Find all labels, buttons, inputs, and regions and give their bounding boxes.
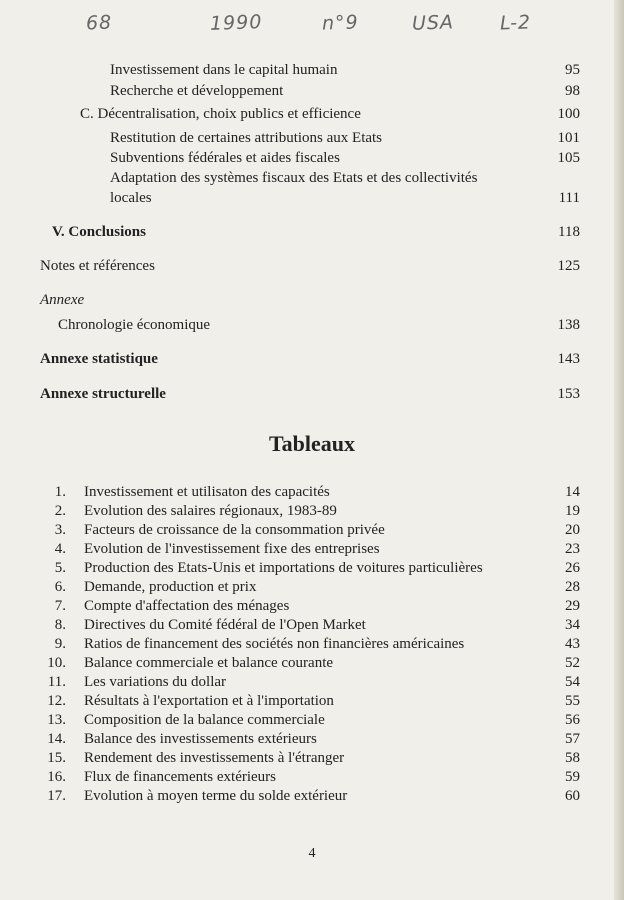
- table-page: 29: [565, 598, 580, 614]
- toc-entry-label: Restitution de certaines attributions aux Etats: [110, 130, 383, 146]
- table-page: 57: [565, 731, 580, 747]
- table-row: [0, 483, 580, 502]
- toc-entry: [0, 148, 580, 168]
- toc-entry: [0, 349, 580, 369]
- table-page: 43: [565, 636, 580, 652]
- toc-entry-page: 138: [557, 317, 580, 333]
- toc-entry-label: Annexe statistique: [40, 351, 158, 367]
- toc-entry-label: C. Décentralisation, choix publics et efficience: [80, 106, 361, 122]
- toc-entry-label: Subventions fédérales et aides fiscales: [110, 150, 340, 166]
- toc-entry-label: Annexe: [40, 292, 85, 308]
- table-title: Investissement et utilisaton des capacités: [84, 484, 330, 500]
- table-row: [0, 540, 580, 559]
- toc-entry: [0, 290, 580, 310]
- table-row: [0, 502, 580, 521]
- toc-entry: [0, 81, 580, 101]
- table-title: Balance commerciale et balance courante: [84, 655, 334, 671]
- table-title: Balance des investissements extérieurs: [84, 731, 317, 747]
- toc-entry-label: V. Conclusions: [52, 224, 146, 240]
- table-page: 23: [565, 541, 580, 557]
- table-row: [0, 597, 580, 616]
- table-page: 59: [565, 769, 580, 785]
- toc-entry: [0, 168, 580, 188]
- table-number: 15.: [47, 750, 66, 766]
- table-title: Directives du Comité fédéral de l'Open Market: [84, 617, 366, 633]
- table-page: 20: [565, 522, 580, 538]
- table-title: Ratios de financement des sociétés non financières américaines: [84, 636, 465, 652]
- table-number: 1.: [54, 484, 66, 500]
- table-page: 55: [565, 693, 580, 709]
- table-page: 52: [565, 655, 580, 671]
- table-number: 12.: [47, 693, 66, 709]
- toc-entry-label: Recherche et développement: [110, 83, 284, 99]
- handwritten-note: 68: [85, 11, 113, 35]
- toc-entry-label: Chronologie économique: [58, 317, 211, 333]
- page-number: 4: [308, 846, 316, 861]
- table-page: 34: [565, 617, 580, 633]
- table-number: 11.: [47, 674, 66, 690]
- table-number: 4.: [54, 541, 66, 557]
- toc-entry-page: 111: [558, 190, 580, 206]
- toc-entry-label: locales: [110, 190, 152, 206]
- tables-heading: Tableaux: [268, 431, 355, 456]
- table-title: Facteurs de croissance de la consommation privée: [84, 522, 385, 538]
- table-title: Evolution à moyen terme du solde extérieur: [84, 788, 348, 804]
- toc-entry-label: Investissement dans le capital humain: [110, 62, 338, 78]
- handwritten-note: 1990: [209, 11, 263, 35]
- table-page: 14: [565, 484, 580, 500]
- table-number: 2.: [54, 503, 66, 519]
- table-row: [0, 654, 580, 673]
- table-row: [0, 768, 580, 787]
- table-page: 28: [565, 579, 580, 595]
- table-row: [0, 559, 580, 578]
- table-number: 9.: [54, 636, 66, 652]
- table-number: 10.: [47, 655, 66, 671]
- toc-entry-page: 125: [557, 258, 580, 274]
- table-page: 56: [565, 712, 580, 728]
- toc-entry-page: 95: [565, 62, 580, 78]
- toc-entry-label: Annexe structurelle: [40, 386, 166, 402]
- table-title: Les variations du dollar: [84, 674, 227, 690]
- table-title: Production des Etats-Unis et importations de voitures particulières: [84, 560, 483, 576]
- table-number: 14.: [47, 731, 66, 747]
- table-page: 19: [565, 503, 580, 519]
- table-row: [0, 673, 580, 692]
- toc-entry-page: 153: [557, 386, 580, 402]
- table-number: 5.: [54, 560, 66, 576]
- table-page: 58: [565, 750, 580, 766]
- table-number: 17.: [47, 788, 66, 804]
- table-page: 26: [565, 560, 580, 576]
- table-title: Flux de financements extérieurs: [84, 769, 277, 785]
- toc-entry: [0, 60, 580, 80]
- table-title: Composition de la balance commerciale: [84, 712, 325, 728]
- toc-entry: [0, 188, 580, 208]
- table-row: [0, 521, 580, 540]
- table-number: 13.: [47, 712, 66, 728]
- table-title: Résultats à l'exportation et à l'importation: [84, 693, 334, 709]
- table-page: 54: [565, 674, 580, 690]
- toc-entry-page: 105: [557, 150, 580, 166]
- table-number: 8.: [54, 617, 66, 633]
- toc-entry: [0, 315, 580, 335]
- toc-entry-page: 101: [557, 130, 580, 146]
- table-page: 60: [565, 788, 580, 804]
- toc-entry-label: Notes et références: [40, 258, 155, 274]
- toc-entry: [0, 256, 580, 276]
- table-row: [0, 711, 580, 730]
- table-title: Compte d'affectation des ménages: [84, 598, 290, 614]
- table-number: 3.: [54, 522, 66, 538]
- toc-entry-label: Adaptation des systèmes fiscaux des Etats et des collectivités: [110, 170, 478, 186]
- table-row: [0, 578, 580, 597]
- handwritten-note: L-2: [499, 11, 532, 35]
- table-row: [0, 635, 580, 654]
- table-row: [0, 787, 580, 806]
- table-row: [0, 730, 580, 749]
- toc-entry: [0, 128, 580, 148]
- handwritten-annotation: [0, 6, 624, 40]
- toc-entry: [0, 104, 580, 124]
- toc-entry-page: 118: [558, 224, 580, 240]
- toc-entry-page: 100: [557, 106, 580, 122]
- table-title: Rendement des investissements à l'étranger: [84, 750, 345, 766]
- table-number: 7.: [54, 598, 66, 614]
- table-row: [0, 749, 580, 768]
- handwritten-note: n°9: [321, 11, 360, 35]
- table-row: [0, 692, 580, 711]
- table-title: Demande, production et prix: [84, 579, 257, 595]
- table-number: 16.: [47, 769, 66, 785]
- table-title: Evolution des salaires régionaux, 1983-89: [84, 503, 337, 519]
- handwritten-note: USA: [411, 11, 455, 35]
- toc-entry: [0, 222, 580, 242]
- toc-entry: [0, 384, 580, 404]
- toc-entry-page: 98: [565, 83, 580, 99]
- table-row: [0, 616, 580, 635]
- toc-entry-page: 143: [557, 351, 580, 367]
- table-number: 6.: [54, 579, 66, 595]
- table-title: Evolution de l'investissement fixe des entreprises: [84, 541, 380, 557]
